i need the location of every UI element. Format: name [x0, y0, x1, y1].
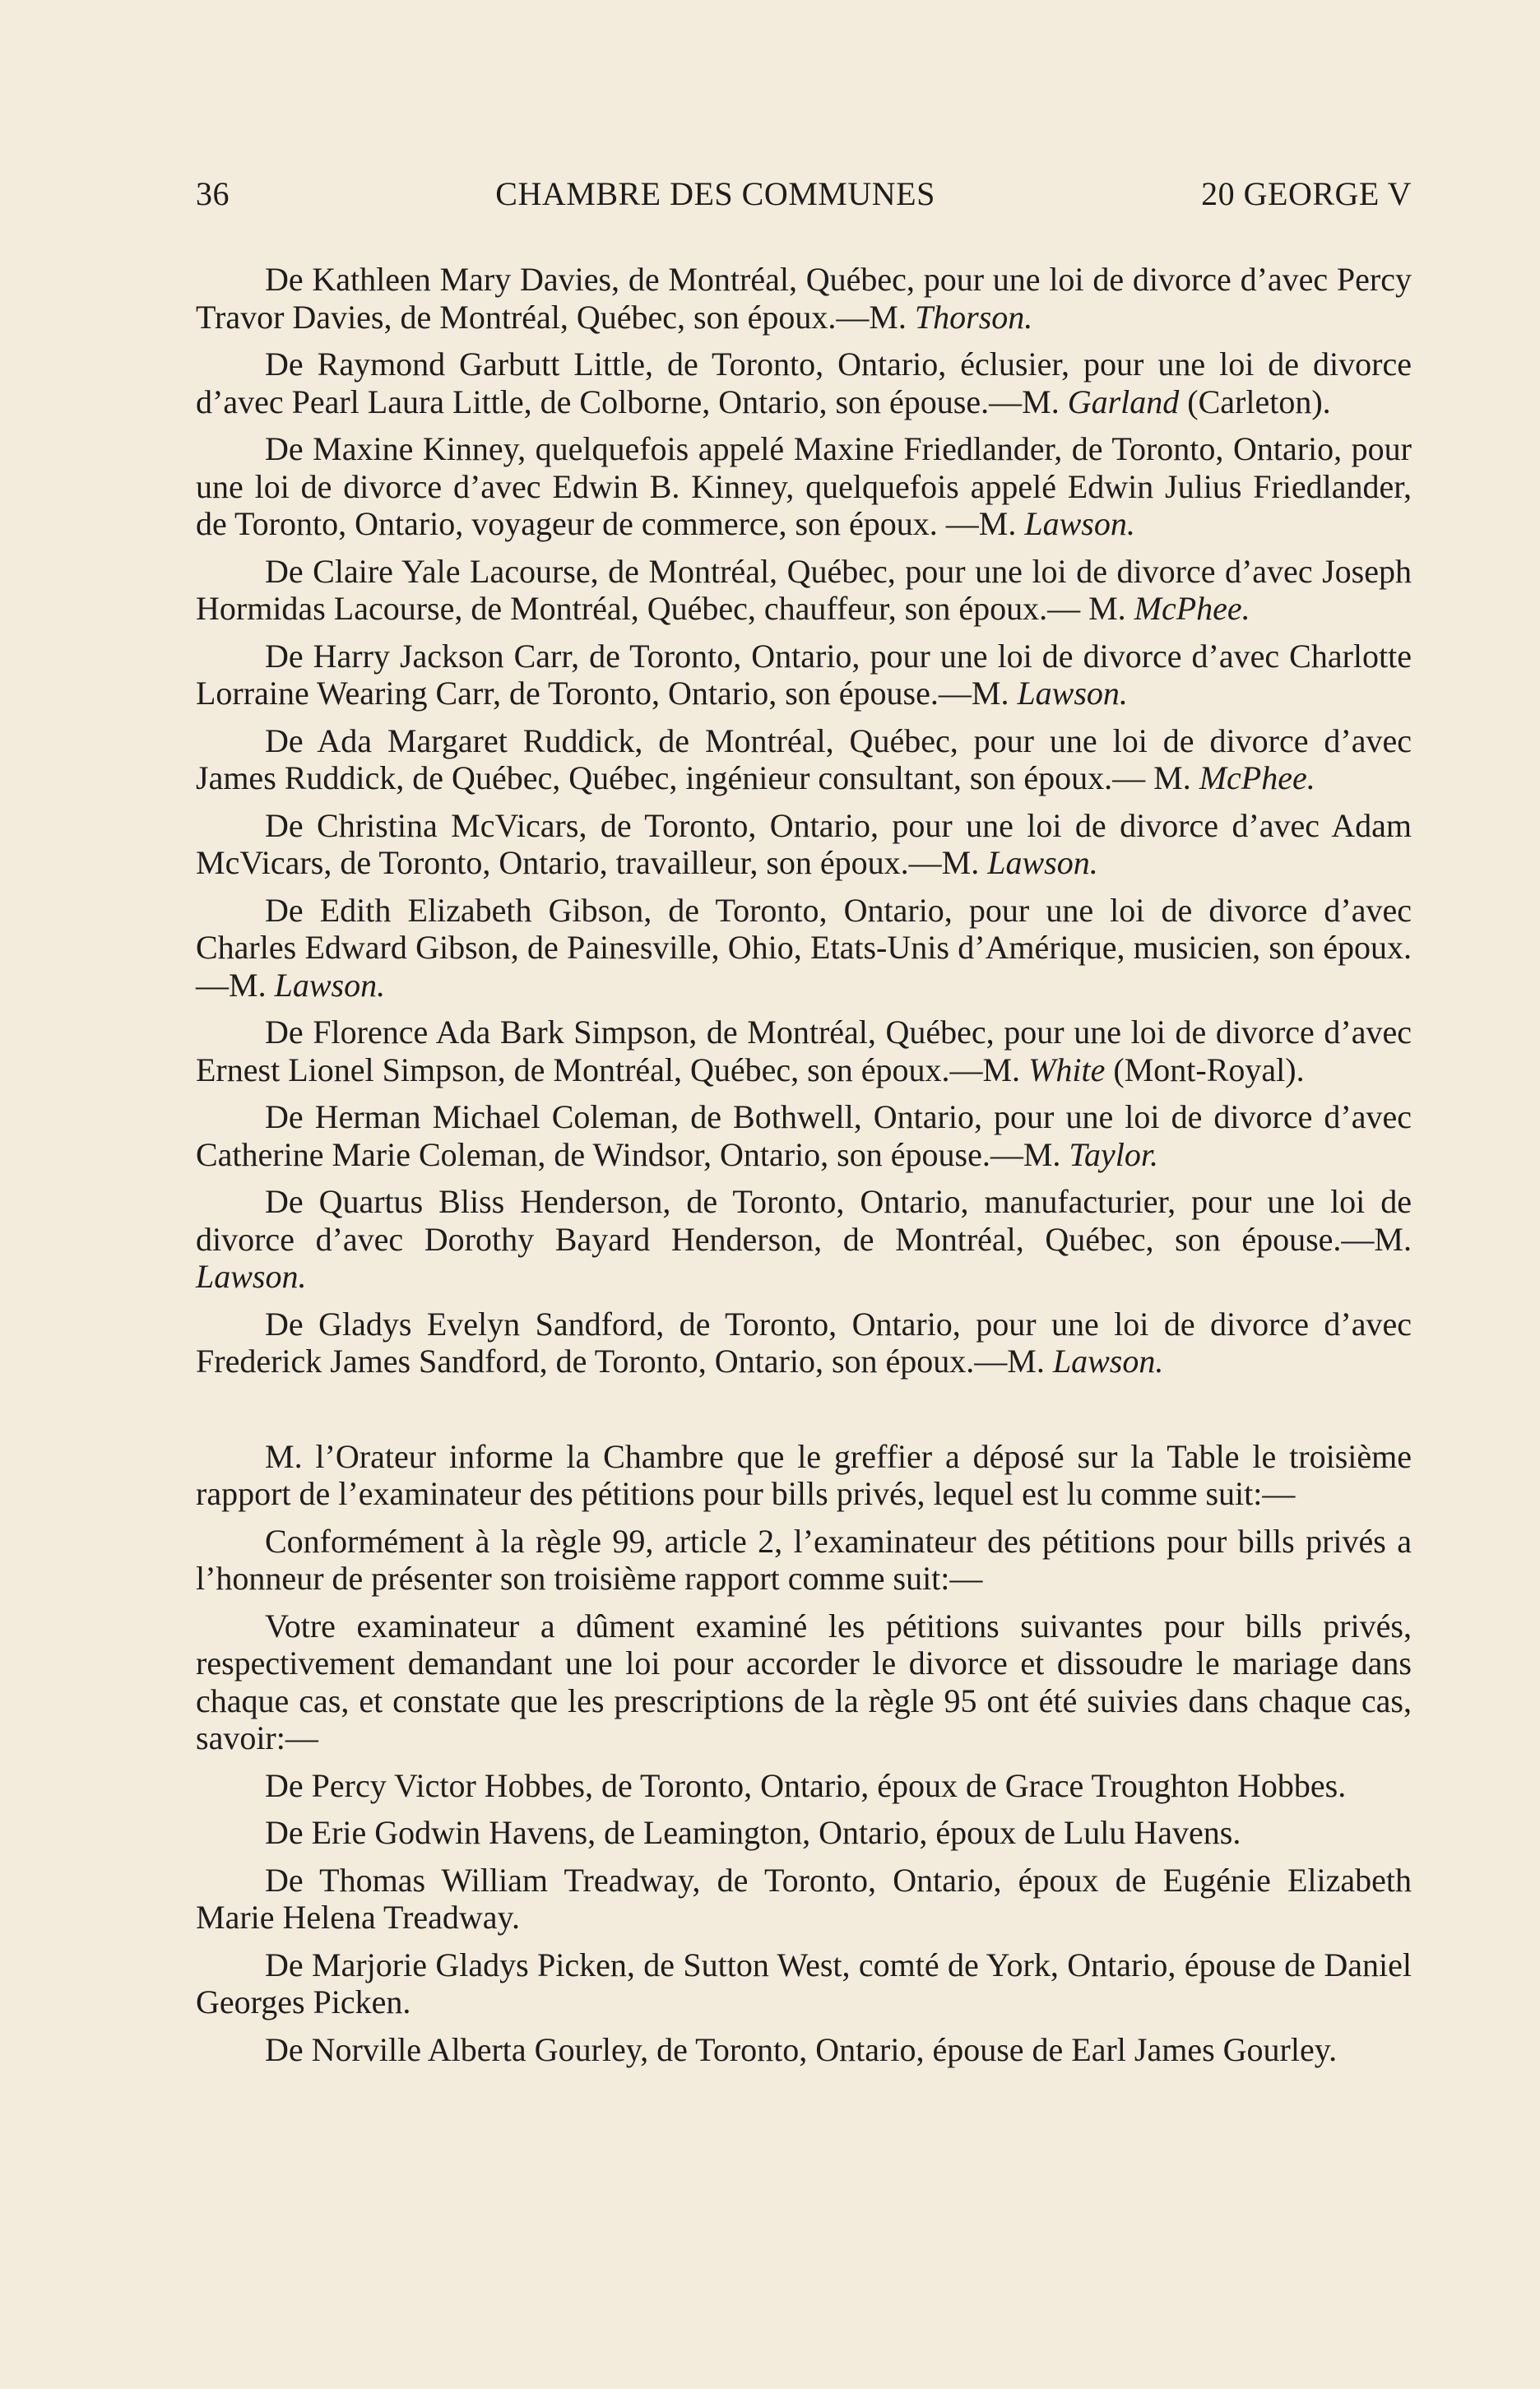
member-name: Garland: [1067, 383, 1180, 420]
member-name: Lawson.: [1017, 675, 1128, 712]
running-header: [196, 174, 1412, 213]
petition-paragraph: De Edith Elizabeth Gibson, de Toronto, Ontario, pour une loi de divorce d’avec Charles Edward Gibson, de Painesville, Ohio, Etats-Unis d’Amérique, musicien, son époux.—M. Lawson.: [196, 891, 1412, 1004]
section-gap: [196, 1390, 1412, 1438]
petition-paragraph: De Quartus Bliss Henderson, de Toronto, Ontario, manufacturier, pour une loi de divorce d’avec Dorothy Bayard Henderson, de Montréal, Québec, son épouse.—M. Lawson.: [196, 1183, 1412, 1295]
member-name: McPhee.: [1199, 759, 1315, 796]
report-body: Votre examinateur a dûment examiné les pétitions suivantes pour bills privés, respectivement demandant une loi pour accorder le divorce et dissoudre le mariage dans chaque cas, et constate que les prescriptions de la règle 95 ont été suivies dans chaque cas, savoir:—: [196, 1607, 1412, 1756]
member-name: Lawson.: [1024, 505, 1135, 542]
member-name: Lawson.: [196, 1258, 307, 1295]
member-name: Lawson.: [987, 844, 1098, 881]
report-intro: M. l’Orateur informe la Chambre que le greffier a déposé sur la Table le troisième rapport de l’examinateur des pétitions pour bills privés, lequel est lu comme suit:—: [196, 1437, 1412, 1512]
member-name: Thorson.: [914, 298, 1033, 336]
member-name: Lawson.: [1052, 1343, 1164, 1380]
report-item: De Norville Alberta Gourley, de Toronto, Ontario, épouse de Earl James Gourley.: [265, 2030, 1338, 2068]
petition-paragraph: De Claire Yale Lacourse, de Montréal, Québec, pour une loi de divorce d’avec Joseph Hormidas Lacourse, de Montréal, Québec, chauffeur, son époux.— M. McPhee.: [196, 552, 1412, 627]
member-name: Lawson.: [274, 966, 386, 1004]
report-item: De Thomas William Treadway, de Toronto, Ontario, époux de Eugénie Elizabeth Marie Helena Treadway.: [196, 1861, 1412, 1936]
member-name: White: [1028, 1051, 1106, 1088]
petition-paragraph: De Harry Jackson Carr, de Toronto, Ontario, pour une loi de divorce d’avec Charlotte Lorraine Wearing Carr, de Toronto, Ontario, son épouse.—M. Lawson.: [196, 637, 1412, 712]
petition-paragraph: De Florence Ada Bark Simpson, de Montréal, Québec, pour une loi de divorce d’avec Ernest Lionel Simpson, de Montréal, Québec, son époux.—M. White (Mont-Royal).: [196, 1014, 1412, 1088]
petition-paragraph: De Kathleen Mary Davies, de Montréal, Québec, pour une loi de divorce d’avec Percy Travor Davies, de Montréal, Québec, son époux.—M. Thorson.: [196, 261, 1412, 336]
petitions-list: [196, 261, 1412, 1380]
examiner-report: [196, 1438, 1412, 2069]
member-name: McPhee.: [1134, 590, 1250, 627]
page-number: 36: [196, 175, 230, 212]
petition-paragraph: De Christina McVicars, de Toronto, Ontario, pour une loi de divorce d’avec Adam McVicars, de Toronto, Ontario, travailleur, son époux.—M. Lawson.: [196, 806, 1412, 881]
petition-paragraph: De Ada Margaret Ruddick, de Montréal, Québec, pour une loi de divorce d’avec James Ruddick, de Québec, Québec, ingénieur consultant, son époux.— M. McPhee.: [196, 721, 1412, 796]
report-item: De Marjorie Gladys Picken, de Sutton West, comté de York, Ontario, épouse de Daniel Georges Picken.: [196, 1946, 1412, 2020]
petition-paragraph: De Raymond Garbutt Little, de Toronto, Ontario, éclusier, pour une loi de divorce d’avec Pearl Laura Little, de Colborne, Ontario, son épouse.—M. Garland (Carleton).: [196, 346, 1412, 420]
petition-paragraph: De Maxine Kinney, quelquefois appelé Maxine Friedlander, de Toronto, Ontario, pour une loi de divorce d’avec Edwin B. Kinney, quelquefois appelé Edwin Julius Friedlander, de Toronto, Ontario, voyageur de commerce, son époux. —M. Lawson.: [196, 430, 1412, 542]
header-title: CHAMBRE DES COMMUNES: [495, 175, 935, 212]
member-name: Taylor.: [1069, 1135, 1158, 1173]
petition-paragraph: De Herman Michael Coleman, de Bothwell, Ontario, pour une loi de divorce d’avec Catherine Marie Coleman, de Windsor, Ontario, son épouse.—M. Taylor.: [196, 1098, 1412, 1173]
report-opening: Conformément à la règle 99, article 2, l’examinateur des pétitions pour bills privés a l’honneur de présenter son troisième rapport comme suit:—: [196, 1522, 1412, 1597]
petition-paragraph: De Gladys Evelyn Sandford, de Toronto, Ontario, pour une loi de divorce d’avec Frederick James Sandford, de Toronto, Ontario, son époux.—M. Lawson.: [196, 1305, 1412, 1380]
report-item: De Percy Victor Hobbes, de Toronto, Ontario, époux de Grace Troughton Hobbes.: [265, 1766, 1347, 1804]
report-item: De Erie Godwin Havens, de Leamington, Ontario, époux de Lulu Havens.: [265, 1814, 1241, 1851]
regnal-year: 20 GEORGE V: [1201, 175, 1412, 212]
